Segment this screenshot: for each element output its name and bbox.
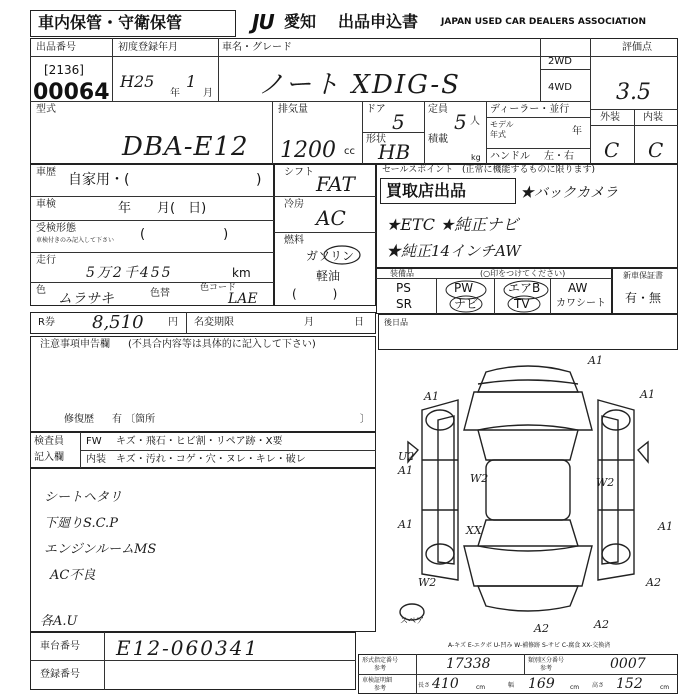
registration-label: 初度登録年月 (118, 42, 178, 53)
mileage-label: 走行 (36, 255, 56, 266)
model-name-label: 車名・グレード (222, 42, 292, 53)
model-name-value: ノート XDIG-S (258, 70, 461, 100)
inspection-text: 年 月( 日) (118, 201, 207, 216)
spec-cat-ref: 参考 (540, 665, 553, 672)
dealer-model-label2: 年式 (490, 130, 506, 139)
dealer-handle-label: ハンドル (490, 151, 530, 162)
warranty-label: 新車保証書 (623, 271, 663, 280)
receive-paren: ( ) (140, 227, 229, 242)
recycle-value: 8,510 (92, 312, 144, 333)
mark-u2-left: U2 (398, 450, 415, 463)
displacement-value: 1200 (280, 138, 336, 163)
cooling-label: 冷房 (284, 199, 304, 210)
spec-cat-label: 類別区分番号 (528, 657, 565, 664)
receive-label: 受検形態 (36, 223, 76, 234)
spec-hgt-value: 152 (616, 676, 643, 692)
registration-year-suffix: 年 (170, 88, 180, 99)
equip-pw: PW (454, 281, 474, 295)
inspector-ext-label: FW (86, 436, 102, 447)
reg-number-label: 登録番号 (40, 669, 80, 680)
registration-year: H25 (120, 72, 155, 91)
lot-number: 00064 (33, 80, 110, 105)
mark-a2-br: A2 (646, 576, 661, 589)
equip-airbag: エアB (508, 281, 541, 295)
registration-month-suffix: 月 (203, 88, 213, 99)
type-value: DBA-E12 (122, 132, 249, 162)
spec-len-label: 長さ (418, 682, 431, 689)
sales-line-2: ★ETC ★純正ナビ (386, 215, 519, 234)
color-code-label: 色コード (200, 283, 237, 293)
grade-interior: C (648, 138, 664, 162)
inspector-ext-items: キズ・飛石・ヒビ割・リペア跡・X要 (116, 436, 283, 447)
grade-value: 3.5 (616, 80, 651, 105)
spec-cat-value: 0007 (610, 656, 646, 672)
capacity-value: 5 (454, 110, 467, 134)
name-change-label: 名変期限 (194, 317, 234, 328)
mileage-value: 5万2千455 (86, 265, 173, 281)
load-unit: kg (471, 153, 481, 162)
remark-5: 各A.U (40, 614, 78, 629)
type-label: 型式 (36, 104, 56, 115)
shift-label: シフト (284, 167, 314, 178)
equip-tv: TV (514, 297, 530, 311)
fuel-circle-mark (322, 244, 382, 264)
capacity-unit: 人 (470, 116, 480, 127)
mark-a1-right: A1 (640, 388, 655, 401)
equipment-circle-marks (376, 268, 616, 314)
name-change-unit: 月 (304, 317, 314, 328)
equipment-label: 装備品 (390, 269, 414, 278)
ju-logo: JU (252, 10, 274, 34)
warranty-value: 有・無 (625, 291, 662, 305)
doors-value: 5 (392, 110, 405, 134)
spec-hgt-unit: cm (660, 684, 670, 691)
spec-len-unit: cm (476, 684, 486, 691)
doors-label: ドア (366, 104, 386, 115)
history-value: 自家用・( (68, 172, 130, 188)
displacement-unit: cc (344, 146, 355, 157)
sales-points-note: (正常に機能するものに限ります) (462, 165, 596, 175)
spec-wid-unit: cm (570, 684, 580, 691)
mark-a1-l2: A1 (398, 518, 413, 531)
chassis-value: E12-060341 (116, 636, 260, 660)
registration-month: 1 (186, 72, 197, 91)
remark-4: AC不良 (50, 568, 96, 583)
recycle-unit: 円 (168, 317, 178, 328)
shift-value: FAT (316, 172, 355, 196)
color-change-label: 色替 (150, 288, 170, 299)
page-title: 出品申込書 (338, 12, 419, 31)
spec-wid-label: 幅 (508, 682, 515, 689)
repair-close: 〕 (360, 414, 370, 425)
mark-w2-l: W2 (470, 472, 489, 485)
history-close: ) (256, 172, 262, 188)
equip-leather: カワシート (556, 298, 606, 309)
spec-hgt-label: 高さ (592, 682, 605, 689)
chassis-label: 車台番号 (40, 641, 80, 652)
grade-exterior-label: 外装 (600, 112, 620, 123)
inspection-label: 車検 (36, 199, 56, 210)
drive-4wd: 4WD (548, 82, 572, 93)
later-day-label: 後日品 (384, 318, 408, 327)
sales-line-1: ★バックカメラ (520, 185, 618, 201)
spec-type-ref: 参考 (374, 665, 387, 672)
mark-a2-b2: A2 (594, 618, 609, 631)
notes-note: (不具合内容等は具体的に記入して下さい) (128, 339, 316, 350)
header-org: JAPAN USED CAR DEALERS ASSOCIATION (441, 17, 646, 27)
lot-code: [2136] (44, 63, 84, 77)
sales-points-label: セールスポイント (382, 165, 454, 175)
equip-sr: SR (396, 297, 412, 311)
equip-ps: PS (396, 281, 411, 295)
mark-a1-top: A1 (588, 354, 603, 367)
grade-label: 評価点 (622, 42, 652, 53)
inspector-label-1: 検査員 (34, 436, 64, 447)
spec-cert-label: 車検証明細 (362, 677, 393, 684)
spare-label: スペア (400, 616, 424, 625)
inspector-label-2: 記入欄 (34, 452, 64, 463)
color-value: ムラサキ (58, 291, 114, 307)
body-label: 形状 (366, 134, 386, 145)
fuel-option: 軽油 (316, 269, 341, 283)
fuel-label: 燃料 (284, 235, 304, 246)
fuel-paren: ( ) (292, 287, 338, 301)
receive-note: 車検付きのみ記入して下さい (36, 237, 115, 244)
history-label: 車歴 (36, 167, 56, 178)
color-code-value: LAE (228, 291, 258, 307)
cooling-value: AC (316, 206, 346, 230)
mark-a1-left: A1 (424, 390, 439, 403)
spec-type-value: 17338 (446, 656, 491, 672)
body-value: HB (378, 140, 411, 164)
dealer-year-unit: 年 (572, 126, 582, 137)
mark-w2-r: W2 (596, 476, 615, 489)
drive-2wd: 2WD (548, 56, 572, 67)
color-label: 色 (36, 285, 46, 296)
grade-interior-label: 内装 (643, 112, 663, 123)
header-aichi: 愛知 (284, 12, 317, 31)
later-day-frame (378, 314, 678, 350)
fuel-value: ガソリン (306, 249, 355, 263)
mark-a1-lmid: A1 (398, 464, 413, 477)
mark-w2-bl: W2 (418, 576, 437, 589)
damage-legend: A-キズ E-エクボ U-凹み W-補修跡 S-サビ C-腐食 XX-交換済 (448, 642, 611, 649)
remark-1: シートヘタリ (44, 490, 123, 505)
spec-cert-sub: 参考 (374, 685, 387, 692)
load-label: 積載 (428, 134, 448, 145)
name-change-day: 日 (354, 317, 364, 328)
spec-len-value: 410 (432, 676, 459, 692)
mark-a1-r2: A1 (658, 520, 673, 533)
sales-line-3: ★純正14インチAW (386, 242, 521, 260)
repair-label: 修復歴 (64, 414, 94, 425)
remark-3: エンジンルームMS (44, 542, 157, 557)
grade-exterior: C (604, 138, 620, 162)
sales-tag: 買取店出品 (386, 181, 467, 200)
equipment-note: (○印をつけてください) (480, 269, 566, 278)
notes-label: 注意事項申告欄 (40, 339, 110, 350)
lot-label: 出品番号 (36, 42, 76, 53)
dealer-label: ディーラー・並行 (490, 104, 570, 115)
inspector-int-label: 内装 (86, 454, 106, 465)
spec-type-label: 形式指定番号 (362, 657, 399, 664)
inspector-int-items: キズ・汚れ・コゲ・穴・ヌレ・キレ・破レ (116, 454, 306, 465)
displacement-label: 排気量 (278, 104, 308, 115)
recycle-label: R券 (38, 317, 55, 328)
equip-navi: ナビ (454, 297, 479, 311)
capacity-label: 定員 (428, 104, 448, 115)
dealer-model-label: モデル (490, 120, 514, 129)
spec-wid-value: 169 (528, 676, 555, 692)
mark-a2-b1: A2 (534, 622, 549, 635)
mileage-unit: km (232, 266, 251, 280)
repair-value: 有 〔箇所 (112, 414, 156, 425)
mark-xx: XX (466, 524, 482, 537)
header-ribbon: 車内保管・守衛保管 (38, 13, 183, 32)
remark-2: 下廻りS.C.P (44, 516, 118, 531)
dealer-handle-value: 左・右 (544, 151, 574, 162)
equip-aw: AW (568, 281, 588, 295)
